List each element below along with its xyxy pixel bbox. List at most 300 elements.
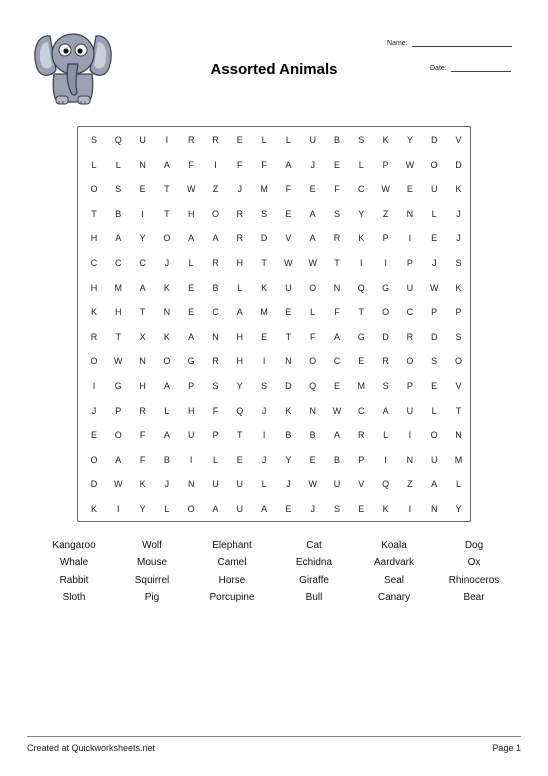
grid-cell[interactable]: P (455, 307, 462, 318)
grid-cell[interactable]: L (358, 159, 364, 170)
grid-cell[interactable]: P (406, 381, 413, 391)
grid-cell[interactable]: O (430, 430, 438, 441)
grid-cell[interactable]: K (139, 479, 146, 490)
name-field (387, 40, 512, 47)
grid-cell[interactable]: E (309, 454, 316, 465)
grid-cell[interactable]: R (406, 331, 414, 342)
grid-cell[interactable]: Y (285, 454, 292, 465)
grid-cell[interactable]: U (285, 282, 292, 293)
grid-cell[interactable]: C (115, 258, 122, 268)
grid-cell[interactable]: I (408, 430, 412, 441)
grid-cell[interactable]: O (90, 356, 98, 367)
grid-cell[interactable]: K (90, 307, 97, 318)
grid-cell[interactable]: A (236, 307, 243, 318)
word-list-row (0, 557, 548, 574)
name-input-line[interactable] (412, 46, 512, 47)
grid-cell[interactable]: L (188, 258, 194, 268)
grid-cell[interactable]: F (237, 159, 243, 170)
grid-cell[interactable]: W (284, 258, 293, 268)
grid-cell[interactable]: A (333, 331, 340, 342)
grid-cell[interactable]: R (333, 233, 341, 244)
grid-cell[interactable]: O (309, 282, 317, 293)
word-list-item: Cat (306, 540, 322, 551)
grid-cell[interactable]: A (139, 282, 146, 293)
grid-cell[interactable]: E (333, 381, 340, 391)
grid-cell[interactable]: Y (455, 504, 462, 514)
grid-cell[interactable]: C (212, 307, 219, 318)
grid-cell[interactable]: B (212, 282, 219, 293)
grid-cell[interactable]: Y (139, 233, 146, 244)
grid-cell[interactable]: L (115, 159, 121, 170)
grid-cell[interactable]: N (285, 356, 292, 367)
grid-cell[interactable]: L (455, 479, 461, 490)
grid-cell[interactable]: L (285, 135, 291, 145)
grid-cell[interactable]: N (406, 454, 414, 465)
grid-cell[interactable]: M (260, 184, 268, 195)
grid-cell[interactable]: N (139, 159, 146, 170)
grid-cell[interactable]: G (114, 381, 122, 391)
grid-cell[interactable]: W (429, 282, 439, 293)
grid-cell[interactable]: K (163, 331, 170, 342)
grid-cell[interactable]: F (212, 405, 219, 416)
grid-cell[interactable]: Y (406, 135, 413, 145)
grid-cell[interactable]: D (260, 233, 268, 244)
grid-cell[interactable]: V (455, 381, 462, 391)
grid-cell[interactable]: J (431, 258, 437, 268)
grid-cell[interactable]: O (163, 233, 171, 244)
grid-cell[interactable]: Z (212, 184, 219, 195)
grid-cell[interactable]: L (310, 307, 316, 318)
grid-cell[interactable]: J (310, 504, 315, 514)
grid-cell[interactable]: E (285, 504, 292, 514)
grid-cell[interactable]: O (382, 307, 390, 318)
grid-cell[interactable]: T (91, 208, 97, 219)
grid-cell[interactable]: J (164, 258, 170, 268)
grid-cell[interactable]: E (261, 331, 268, 342)
grid-cell[interactable]: A (163, 159, 170, 170)
grid-cell[interactable]: R (236, 208, 244, 219)
grid-cell[interactable]: I (262, 430, 266, 441)
grid-cell[interactable]: L (237, 282, 243, 293)
grid-cell[interactable]: A (163, 430, 170, 441)
grid-cell[interactable]: A (309, 233, 316, 244)
grid-row (78, 499, 470, 519)
grid-row (78, 450, 470, 470)
grid-cell[interactable]: T (261, 258, 267, 268)
grid-cell[interactable]: T (237, 430, 243, 441)
grid-row (78, 130, 470, 150)
grid-cell[interactable]: Y (358, 208, 365, 219)
grid-cell[interactable]: J (310, 159, 315, 170)
grid-cell[interactable]: A (115, 454, 122, 465)
grid-row (78, 474, 470, 494)
grid-cell[interactable]: S (333, 208, 340, 219)
grid-cell[interactable]: J (261, 454, 267, 465)
grid-cell[interactable]: K (261, 282, 268, 293)
grid-cell[interactable]: J (456, 233, 461, 244)
grid-cell[interactable]: I (262, 356, 266, 367)
grid-cell[interactable]: E (188, 307, 195, 318)
grid-row (78, 327, 470, 347)
grid-cell[interactable]: E (309, 184, 316, 195)
grid-cell[interactable]: I (117, 504, 120, 514)
grid-cell[interactable]: L (431, 405, 437, 416)
grid-cell[interactable]: L (164, 504, 170, 514)
grid-cell[interactable]: U (406, 282, 414, 293)
grid-cell[interactable]: N (333, 282, 341, 293)
grid-cell[interactable]: O (90, 184, 98, 195)
grid-cell[interactable]: K (455, 184, 462, 195)
grid-cell[interactable]: J (456, 208, 461, 219)
grid-cell[interactable]: T (115, 331, 122, 342)
grid-cell[interactable]: G (382, 282, 390, 293)
grid-cell[interactable]: L (261, 135, 267, 145)
grid-cell[interactable]: O (90, 454, 98, 465)
grid-cell[interactable]: T (334, 258, 340, 268)
grid-cell[interactable]: V (285, 233, 292, 244)
grid-cell[interactable]: P (382, 159, 389, 170)
word-list-item: Rhinoceros (448, 574, 500, 586)
grid-cell[interactable]: B (285, 430, 292, 441)
grid-cell[interactable]: R (382, 356, 389, 367)
page-number: Page 1 (492, 743, 521, 753)
grid-cell[interactable]: E (139, 184, 146, 195)
grid-cell[interactable]: F (334, 184, 340, 195)
grid-cell[interactable]: Y (236, 381, 243, 391)
grid-cell[interactable]: Y (139, 504, 146, 514)
grid-cell[interactable]: P (382, 233, 389, 244)
grid-cell[interactable]: T (455, 405, 462, 416)
grid-cell[interactable]: N (455, 430, 462, 441)
grid-cell[interactable]: O (406, 356, 414, 367)
grid-cell[interactable]: K (455, 282, 462, 293)
grid-cell[interactable]: P (212, 430, 219, 441)
grid-cell[interactable]: L (383, 430, 389, 441)
word-list-item: Camel (217, 557, 247, 569)
grid-cell[interactable]: P (188, 381, 195, 391)
grid-cell[interactable]: J (261, 405, 267, 416)
grid-cell[interactable]: J (91, 405, 97, 416)
word-list-item: Whale (59, 557, 89, 569)
grid-cell[interactable]: G (357, 331, 365, 342)
grid-cell[interactable]: Q (357, 282, 365, 293)
grid-cell[interactable]: S (455, 331, 462, 342)
grid-cell[interactable]: W (405, 159, 415, 170)
grid-cell[interactable]: L (164, 405, 170, 416)
grid-cell[interactable]: I (408, 233, 412, 244)
grid-cell[interactable]: T (164, 208, 170, 219)
grid-cell[interactable]: F (139, 454, 146, 465)
word-list-item: Horse (218, 574, 246, 586)
grid-cell[interactable]: H (90, 233, 98, 244)
grid-cell[interactable]: P (431, 307, 438, 318)
grid-cell[interactable]: E (236, 454, 243, 465)
grid-cell[interactable]: E (285, 307, 292, 318)
grid-cell[interactable]: D (382, 331, 389, 342)
grid-cell[interactable]: B (115, 208, 122, 219)
grid-cell[interactable]: D (455, 159, 462, 170)
grid-cell[interactable]: M (114, 282, 123, 293)
word-list-item: Bull (305, 591, 323, 603)
grid-cell[interactable]: O (309, 356, 317, 367)
grid-cell[interactable]: K (163, 282, 170, 293)
grid-cell[interactable]: A (309, 208, 316, 219)
grid-cell[interactable]: S (382, 381, 389, 391)
grid-cell[interactable]: E (90, 430, 97, 441)
grid-cell[interactable]: B (333, 454, 340, 465)
grid-row (78, 401, 470, 421)
grid-cell[interactable]: N (187, 479, 195, 490)
grid-cell[interactable]: R (187, 135, 195, 145)
grid-cell[interactable]: D (430, 331, 438, 342)
grid-cell[interactable]: P (358, 454, 365, 465)
grid-cell[interactable]: S (115, 184, 122, 195)
grid-cell[interactable]: S (212, 381, 219, 391)
grid-cell[interactable]: H (187, 208, 195, 219)
grid-cell[interactable]: G (187, 356, 195, 367)
grid-row (78, 204, 470, 224)
grid-cell[interactable]: A (163, 381, 170, 391)
grid-cell[interactable]: A (188, 331, 195, 342)
grid-cell[interactable]: O (163, 356, 171, 367)
date-input-line[interactable] (451, 71, 511, 72)
grid-row (78, 351, 470, 371)
grid-cell[interactable]: U (406, 405, 414, 416)
grid-cell[interactable]: N (430, 504, 438, 514)
grid-cell[interactable]: K (358, 233, 365, 244)
grid-cell[interactable]: O (430, 159, 438, 170)
grid-row (78, 278, 470, 298)
grid-cell[interactable]: C (139, 258, 146, 268)
grid-cell[interactable]: N (139, 356, 146, 367)
grid-cell[interactable]: H (187, 405, 195, 416)
grid-cell[interactable]: Z (382, 208, 389, 219)
grid-cell[interactable]: N (163, 307, 171, 318)
grid-cell[interactable]: O (454, 356, 462, 367)
grid-cell[interactable]: U (430, 184, 438, 195)
grid-cell[interactable]: R (212, 356, 219, 367)
grid-cell[interactable]: E (333, 159, 340, 170)
grid-cell[interactable]: F (285, 184, 292, 195)
grid-cell[interactable]: K (382, 135, 389, 145)
grid-cell[interactable]: A (333, 430, 340, 441)
grid-cell[interactable]: E (431, 381, 438, 391)
word-list-item: Squirrel (134, 574, 170, 586)
grid-cell[interactable]: U (430, 454, 438, 465)
grid-cell[interactable]: F (309, 331, 316, 342)
word-search-grid (77, 126, 471, 522)
word-list-item: Canary (377, 591, 411, 603)
grid-cell[interactable]: O (211, 208, 219, 219)
grid-cell[interactable]: W (114, 356, 123, 367)
grid-cell[interactable]: W (332, 405, 342, 416)
word-list-item: Giraffe (299, 574, 329, 586)
grid-cell[interactable]: B (309, 430, 316, 441)
grid-cell[interactable]: A (382, 405, 389, 416)
grid-cell[interactable]: S (455, 258, 462, 268)
grid-cell[interactable]: C (333, 356, 341, 367)
grid-cell[interactable]: T (285, 331, 292, 342)
grid-cell[interactable]: Q (382, 479, 390, 490)
grid-cell[interactable]: W (186, 184, 196, 195)
grid-cell[interactable]: K (382, 504, 389, 514)
grid-cell[interactable]: A (431, 479, 438, 490)
grid-cell[interactable]: A (212, 504, 219, 514)
word-list-item: Rabbit (59, 574, 89, 586)
grid-cell[interactable]: C (358, 405, 365, 416)
grid-cell[interactable]: I (141, 208, 144, 219)
grid-cell[interactable]: S (261, 381, 268, 391)
grid-cell[interactable]: I (214, 159, 217, 170)
word-list-item: Porcupine (209, 591, 255, 603)
grid-cell[interactable]: U (236, 479, 244, 490)
grid-cell[interactable]: C (358, 184, 365, 195)
grid-cell[interactable]: E (358, 356, 365, 367)
grid-cell[interactable]: T (358, 307, 365, 318)
word-list-item: Sloth (62, 591, 86, 603)
grid-cell[interactable]: R (90, 331, 98, 342)
grid-cell[interactable]: Q (236, 405, 244, 416)
word-list-row (0, 592, 548, 609)
grid-cell[interactable]: S (261, 208, 268, 219)
grid-cell[interactable]: R (139, 405, 146, 416)
grid-cell[interactable]: E (431, 233, 438, 244)
grid-cell[interactable]: H (236, 331, 244, 342)
grid-cell[interactable]: S (431, 356, 438, 367)
grid-cell[interactable]: H (139, 381, 146, 391)
page-title: Assorted Animals (210, 61, 338, 78)
grid-cell[interactable]: D (90, 479, 98, 490)
grid-cell[interactable]: S (90, 135, 97, 145)
grid-cell[interactable]: C (90, 258, 98, 268)
grid-cell[interactable]: F (261, 159, 267, 170)
grid-cell[interactable]: T (139, 307, 146, 318)
grid-cell[interactable]: E (358, 504, 365, 514)
grid-cell[interactable]: R (212, 135, 219, 145)
grid-cell[interactable]: U (212, 479, 219, 490)
grid-cell[interactable]: E (406, 184, 413, 195)
grid-cell[interactable]: J (164, 479, 170, 490)
grid-cell[interactable]: W (114, 479, 123, 490)
grid-cell[interactable]: E (236, 135, 243, 145)
grid-cell[interactable]: S (333, 504, 340, 514)
word-list-item: Echidna (295, 557, 333, 569)
word-list-item: Bear (463, 591, 485, 603)
name-label: Name: (387, 40, 408, 47)
grid-cell[interactable]: Q (114, 135, 122, 145)
grid-cell[interactable]: V (358, 479, 365, 490)
word-list-item: Wolf (142, 540, 162, 551)
grid-cell[interactable]: W (308, 258, 317, 268)
grid-row (78, 376, 470, 396)
grid-cell[interactable]: I (408, 504, 412, 514)
grid-cell[interactable]: E (285, 208, 292, 219)
grid-cell[interactable]: I (360, 258, 363, 268)
grid-cell[interactable]: U (309, 135, 316, 145)
footer-divider (27, 736, 521, 737)
grid-cell[interactable]: F (334, 307, 340, 318)
grid-cell[interactable]: Z (407, 479, 413, 490)
grid-cell[interactable]: D (285, 381, 292, 391)
grid-cell[interactable]: N (406, 208, 414, 219)
grid-cell[interactable]: O (187, 504, 195, 514)
grid-cell[interactable]: A (115, 233, 122, 244)
grid-cell[interactable]: M (357, 381, 366, 391)
grid-cell[interactable]: A (188, 233, 195, 244)
grid-cell[interactable]: N (212, 331, 219, 342)
grid-cell[interactable]: M (454, 454, 463, 465)
word-list-item: Mouse (136, 557, 167, 569)
grid-cell[interactable]: K (90, 504, 97, 514)
grid-cell[interactable]: X (139, 331, 146, 342)
grid-cell[interactable]: U (187, 430, 195, 441)
grid-cell[interactable]: U (236, 504, 244, 514)
grid-cell[interactable]: U (139, 135, 146, 145)
word-list-item: Ox (467, 557, 481, 569)
grid-cell[interactable]: P (406, 258, 413, 268)
grid-cell[interactable]: I (384, 258, 387, 268)
grid-cell[interactable]: H (236, 258, 244, 268)
grid-row (78, 425, 470, 445)
grid-cell[interactable]: W (381, 184, 390, 195)
grid-cell[interactable]: L (261, 479, 267, 490)
grid-cell[interactable]: K (285, 405, 292, 416)
grid-cell[interactable]: U (333, 479, 341, 490)
grid-cell[interactable]: R (236, 233, 244, 244)
grid-cell[interactable]: O (114, 430, 122, 441)
grid-cell[interactable]: T (164, 184, 170, 195)
grid-cell[interactable]: N (309, 405, 316, 416)
grid-cell[interactable]: F (139, 430, 146, 441)
word-list-item: Aardvark (373, 557, 414, 569)
grid-cell[interactable]: H (90, 282, 98, 293)
grid-row (78, 155, 470, 175)
grid-cell[interactable]: B (163, 454, 170, 465)
grid-cell[interactable]: H (115, 307, 122, 318)
grid-cell[interactable]: R (212, 258, 219, 268)
grid-cell[interactable]: I (384, 454, 387, 465)
grid-cell[interactable]: W (308, 479, 317, 490)
grid-cell[interactable]: I (92, 381, 96, 391)
grid-cell[interactable]: H (236, 356, 244, 367)
grid-cell[interactable]: L (91, 159, 97, 170)
grid-cell[interactable]: E (188, 282, 195, 293)
grid-cell[interactable]: D (430, 135, 438, 145)
grid-cell[interactable]: I (165, 135, 169, 145)
grid-cell[interactable]: M (260, 307, 268, 318)
grid-cell[interactable]: Q (309, 381, 317, 391)
grid-cell[interactable]: V (455, 135, 462, 145)
grid-cell[interactable]: L (431, 208, 437, 219)
grid-cell[interactable]: A (285, 159, 292, 170)
grid-cell[interactable]: F (188, 159, 194, 170)
word-list-row (0, 540, 548, 557)
grid-cell[interactable]: C (406, 307, 414, 318)
grid-cell[interactable]: S (358, 135, 365, 145)
grid-cell[interactable]: A (212, 233, 219, 244)
grid-cell[interactable]: R (358, 430, 365, 441)
grid-cell[interactable]: J (286, 479, 291, 490)
grid-cell[interactable]: B (333, 135, 340, 145)
grid-cell[interactable]: J (237, 184, 243, 195)
date-label: Date: (430, 65, 447, 72)
word-list-item: Kangaroo (52, 540, 96, 551)
grid-cell[interactable]: P (115, 405, 122, 416)
grid-cell[interactable]: L (212, 454, 218, 465)
word-list-item: Dog (464, 540, 484, 551)
grid-cell[interactable]: I (189, 454, 193, 465)
grid-cell[interactable]: A (261, 504, 268, 514)
